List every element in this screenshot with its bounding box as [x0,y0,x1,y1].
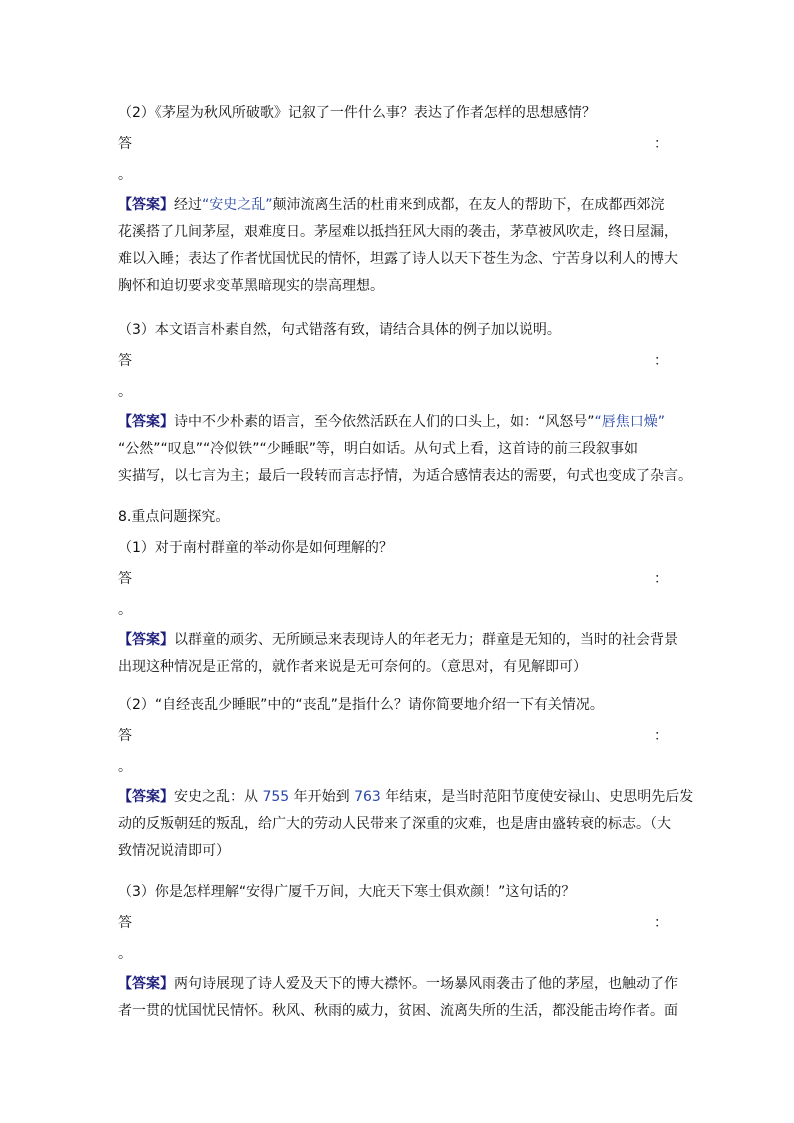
sub-question-2: （2）“自经丧乱少睡眠”中的“丧乱”是指什么？请你简要地介绍一下有关情况。 [118,697,604,713]
answer-text: 年结束，是当时范阳节度使安禄山、史思明先后发 [380,789,694,805]
answer-line [118,194,678,216]
section-title: 8.重点问题探究。 [118,509,230,525]
answer-label: 答 [118,136,132,152]
answer-line [118,629,678,651]
answer-colon: ： [654,571,668,587]
answer-end-mark: 。 [118,759,132,775]
answer-line: 难以入睡；表达了作者忧国忧民的情怀，坦露了诗人以天下苍生为念、宁苦身以利人的博大 [118,251,678,267]
answer-blank-row [118,725,668,747]
sub-question-3: （3）你是怎样理解“安得广厦千万间，大庇天下寒士俱欢颜！”这句话的？ [118,884,576,900]
answer-end-mark: 。 [118,602,132,618]
answer-text: 经过 [174,197,202,213]
answer-line: “公然”“叹息”“冷似铁”“少睡眠”等，明白如话。从句式上看，这首诗的前三段叙事如 [118,441,639,457]
answer-blank-row [118,568,668,590]
answer-tag: 【答案】 [118,197,174,213]
answer-label: 答 [118,353,132,369]
answer-colon: ： [654,728,668,744]
answer-line [118,411,678,433]
answer-end-mark: 。 [118,384,132,400]
answer-label: 答 [118,571,132,587]
answer-blank-row [118,350,668,372]
highlighted-term: “安史之乱” [202,197,273,213]
answer-colon: ： [654,915,668,931]
answer-label: 答 [118,915,132,931]
answer-line: 胸怀和迫切要求变革黑暗现实的崇高理想。 [118,278,384,294]
year-start: 755 [262,789,290,805]
answer-text: 诗中不少朴素的语言，至今依然活跃在人们的口头上，如：“风怒号” [174,414,595,430]
question-3: （3）本文语言朴素自然，句式错落有致，请结合具体的例子加以说明。 [118,322,561,338]
answer-text: 年开始到 [289,789,355,805]
highlighted-term: “唇焦口燥” [594,414,666,430]
answer-line: 致情况说清即可） [118,843,230,859]
answer-line: 出现这种情况是正常的，就作者来说是无可奈何的。（意思对，有见解即可） [118,659,587,675]
answer-end-mark: 。 [118,167,132,183]
answer-colon: ： [654,353,668,369]
question-2: （2）《茅屋为秋风所破歌》记叙了一件什么事？表达了作者怎样的思想感情？ [118,105,596,121]
answer-line [118,786,694,808]
answer-colon: ： [654,136,668,152]
answer-tag: 【答案】 [118,976,174,992]
answer-label: 答 [118,728,132,744]
answer-blank-row [118,133,668,155]
answer-line: 花溪搭了几间茅屋，艰难度日。茅屋难以抵挡狂风大雨的袭击，茅草被风吹走，终日屋漏， [118,224,678,240]
answer-tag: 【答案】 [118,632,174,648]
answer-text: 颠沛流离生活的杜甫来到成都，在友人的帮助下，在成都西郊浣 [272,197,665,213]
answer-line [118,973,678,995]
answer-text: 两句诗展现了诗人爱及天下的博大襟怀。一场暴风雨袭击了他的茅屋，也触动了作 [174,976,678,992]
answer-tag: 【答案】 [118,789,174,805]
answer-tag: 【答案】 [118,414,174,430]
answer-blank-row [118,912,668,934]
sub-question-1: （1）对于南村群童的举动你是如何理解的？ [118,540,393,556]
answer-line: 动的反叛朝廷的叛乱，给广大的劳动人民带来了深重的灾难，也是唐由盛转衰的标志。（大 [118,816,671,832]
year-end: 763 [354,789,381,805]
answer-text: 以群童的顽劣、无所顾忌来表现诗人的年老无力；群童是无知的，当时的社会背景 [174,632,678,648]
answer-text: 安史之乱：从 [174,789,263,805]
answer-line: 者一贯的忧国忧民情怀。秋风、秋雨的威力，贫困、流离失所的生活，都没能击垮作者。面 [118,1003,678,1019]
answer-end-mark: 。 [118,946,132,962]
answer-line: 实描写，以七言为主；最后一段转而言志抒情，为适合感情表达的需要，句式也变成了杂言。 [118,468,692,484]
